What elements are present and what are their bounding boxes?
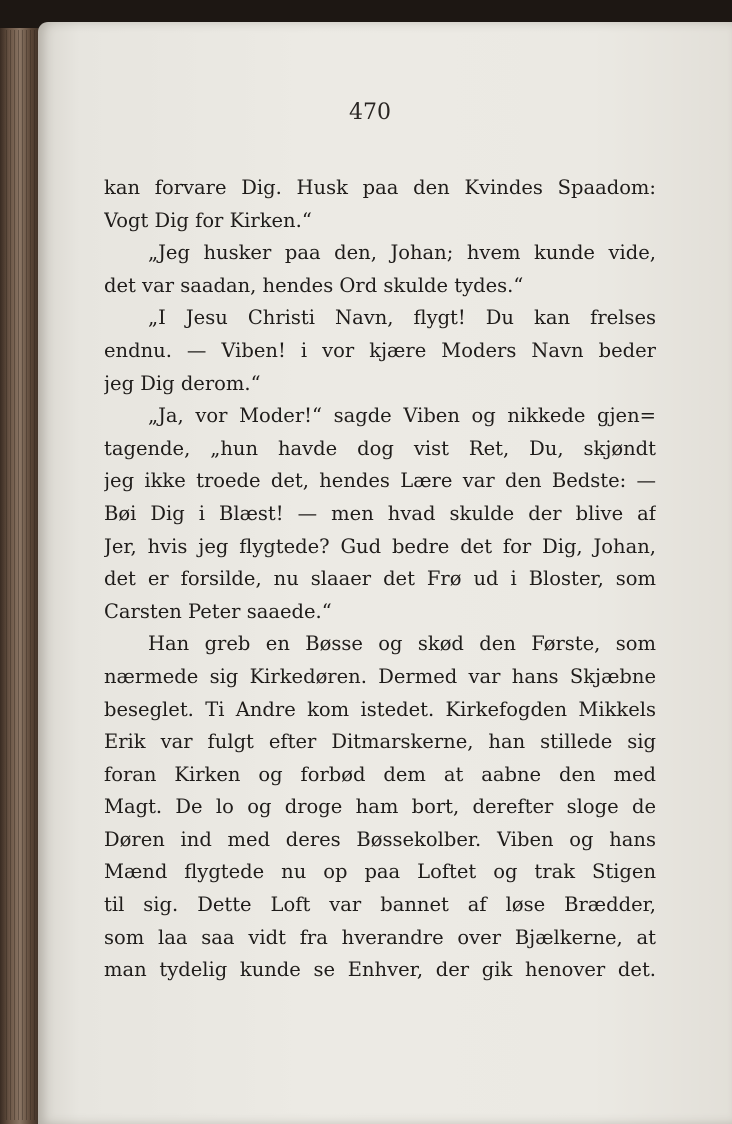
- text-line: „Jeg husker paa den, Johan; hvem kunde vide,: [148, 241, 656, 265]
- text-line: Carsten Peter saaede.“: [104, 599, 332, 623]
- text-line: til sig. Dette Loft var bannet af løse Brædder,: [104, 893, 656, 917]
- text-line: foran Kirken og forbød dem at aabne den med: [104, 762, 656, 786]
- text-line: Erik var fulgt efter Ditmarskerne, han stillede sig: [104, 730, 656, 754]
- text-line: nærmede sig Kirkedøren. Dermed var hans Skjæbne: [104, 664, 656, 688]
- book-page-edge-lines: [6, 30, 36, 1120]
- text-line: kan forvare Dig. Husk paa den Kvindes Spaadom:: [104, 176, 656, 199]
- text-line: Magt. De lo og droge ham bort, derefter sloge de: [104, 795, 656, 819]
- text-line: man tydelig kunde se Enhver, der gik henover det.: [104, 958, 656, 982]
- text-line: det er forsilde, nu slaaer det Frø ud i Bloster, som: [104, 567, 656, 591]
- text-line: Døren ind med deres Bøssekolber. Viben og hans: [104, 827, 656, 851]
- text-line: „Ja, vor Moder!“ sagde Viben og nikkede gjen=: [148, 404, 656, 428]
- text-line: Han greb en Bøsse og skød den Første, som: [148, 632, 656, 656]
- text-line: Bøi Dig i Blæst! — men hvad skulde der blive af: [104, 501, 656, 525]
- text-line: som laa saa vidt fra hverandre over Bjælkerne, at: [104, 925, 656, 949]
- text-line: tagende, „hun havde dog vist Ret, Du, skjøndt: [104, 436, 656, 460]
- text-line: det var saadan, hendes Ord skulde tydes.“: [104, 273, 524, 297]
- text-line: „I Jesu Christi Navn, flygt! Du kan frelses: [148, 306, 656, 330]
- text-line: jeg ikke troede det, hendes Lære var den Bedste: —: [104, 469, 656, 493]
- text-line: Vogt Dig for Kirken.“: [104, 208, 312, 232]
- text-line: endnu. — Viben! i vor kjære Moders Navn beder: [104, 338, 656, 362]
- text-line: jeg Dig derom.“: [104, 371, 261, 395]
- page-number: 470: [349, 100, 391, 125]
- body-text: [104, 172, 656, 987]
- text-line: Jer, hvis jeg flygtede? Gud bedre det for Dig, Johan,: [104, 534, 656, 558]
- text-line: beseglet. Ti Andre kom istedet. Kirkefogden Mikkels: [104, 697, 656, 721]
- text-line: Mænd flygtede nu op paa Loftet og trak Stigen: [104, 860, 656, 884]
